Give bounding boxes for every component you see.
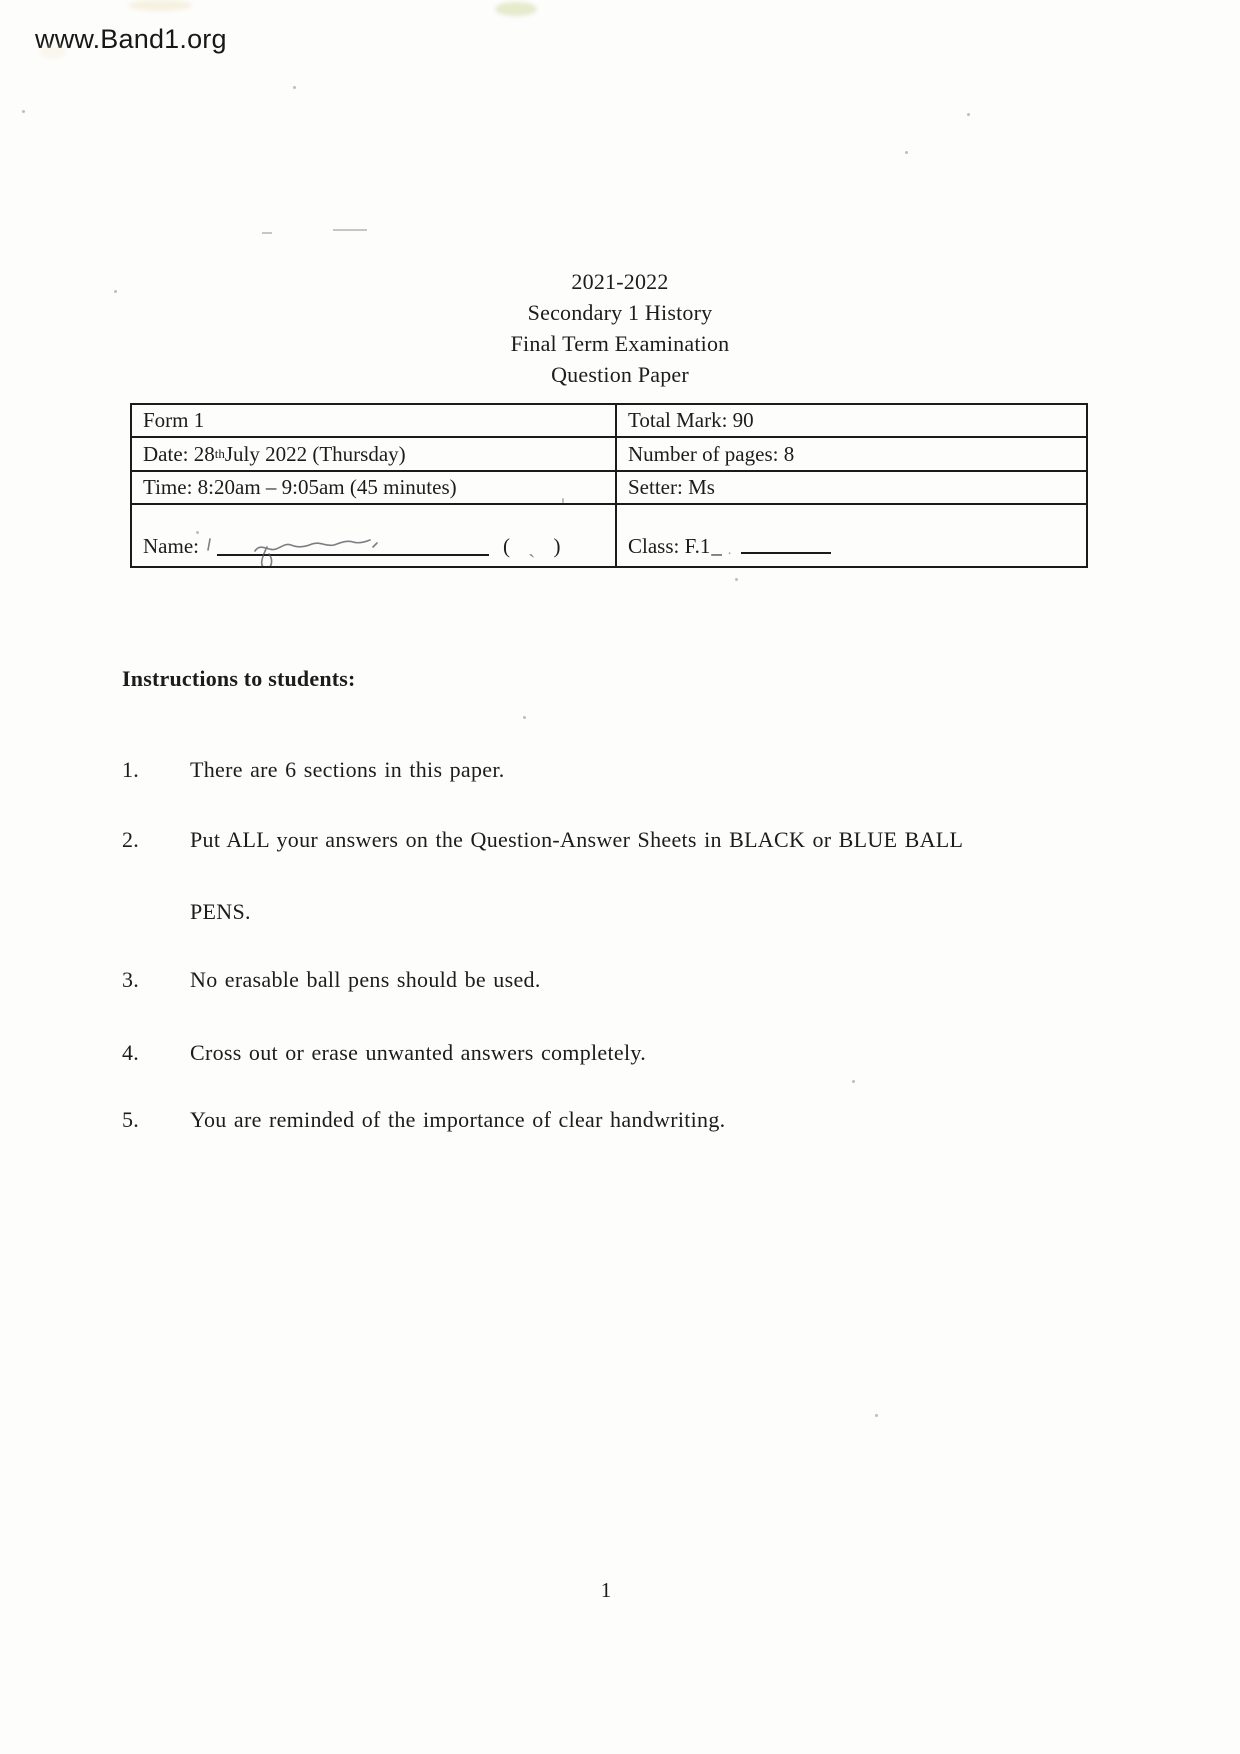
title-block [0, 266, 1240, 390]
date-cell: Date: 28 th July 2022 (Thursday) [132, 438, 615, 472]
time-cell: Time: 8:20am – 9:05am (45 minutes) [132, 472, 615, 505]
scan-speck [22, 110, 25, 113]
title-year: 2021-2022 [571, 269, 669, 294]
scan-speck [196, 531, 199, 534]
class-label: Class: F.1 [628, 534, 711, 558]
date-suffix: July 2022 (Thursday) [224, 441, 406, 466]
instruction-text: You are reminded of the importance of clear handwriting. [190, 1107, 726, 1132]
instruction-text: Cross out or erase unwanted answers completely. [190, 1040, 647, 1065]
instruction-text: Put ALL your answers on the Question-Answer Sheets in BLACK or BLUE BALL [190, 827, 964, 852]
scan-speck [735, 578, 738, 581]
class-dot-mark: . [727, 543, 732, 558]
scan-speck [852, 1080, 855, 1083]
instruction-number: 1. [122, 757, 140, 782]
name-comma-mark: ˏ [528, 534, 537, 558]
name-paren-open: ( [502, 534, 511, 558]
instruction-text-line2: PENS. [190, 899, 251, 924]
instruction-number: 2. [122, 827, 140, 852]
title-subject: Secondary 1 History [527, 300, 713, 325]
instructions-heading: Instructions to students: [122, 666, 356, 691]
form-cell: Form 1 [132, 405, 615, 438]
instruction-number: 3. [122, 967, 140, 992]
name-label: Name: [143, 534, 199, 558]
name-paren-close: ) [553, 534, 562, 558]
class-cell [615, 505, 1086, 566]
instruction-number: 4. [122, 1040, 140, 1065]
scan-stain [495, 2, 537, 16]
total-mark-cell: Total Mark: 90 [615, 405, 1086, 438]
scan-speck [875, 1414, 878, 1417]
scan-speck [523, 716, 526, 719]
scan-dash [262, 232, 272, 234]
scan-speck [905, 151, 908, 154]
title-exam: Final Term Examination [510, 331, 730, 356]
scan-stain [128, 0, 192, 11]
class-underscore: _ [711, 534, 722, 558]
scan-stain [40, 46, 66, 58]
scan-speck [293, 86, 296, 89]
pages-cell: Number of pages: 8 [615, 438, 1086, 472]
name-field [203, 521, 495, 559]
page-number: 1 [600, 1578, 612, 1602]
setter-cell: Setter: Ms [615, 472, 1086, 505]
scan-speck [114, 290, 117, 293]
handwritten-name-scribble [203, 521, 495, 566]
scan-speck [562, 498, 564, 503]
class-underline [741, 552, 831, 554]
name-paren-group [503, 534, 562, 559]
watermark-text: www.Band1.org [35, 24, 227, 54]
scan-speck [967, 113, 970, 116]
scan-dash [333, 229, 367, 231]
info-table [130, 403, 1088, 568]
instruction-text: No erasable ball pens should be used. [190, 967, 541, 992]
title-paper: Question Paper [551, 362, 689, 387]
date-prefix: Date: 28 [143, 441, 215, 466]
instruction-number: 5. [122, 1107, 140, 1132]
instruction-text: There are 6 sections in this paper. [190, 757, 505, 782]
name-cell [132, 505, 615, 566]
